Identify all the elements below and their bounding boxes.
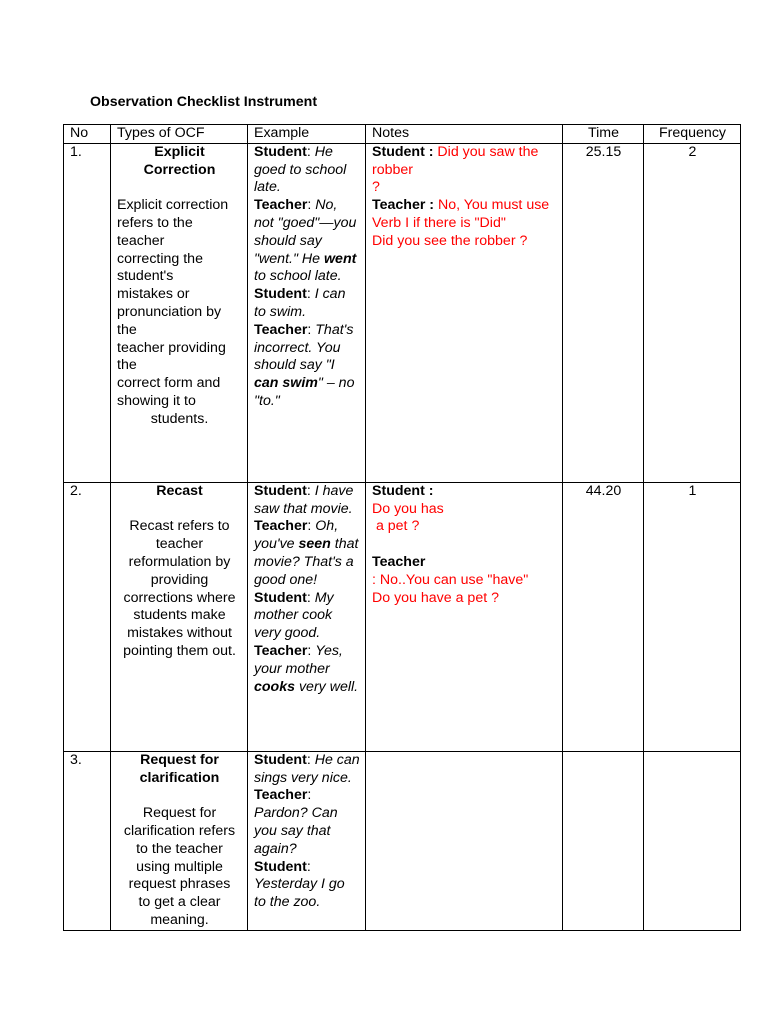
example-cell: Student: He can sings very nice. Teacher: Pardon? Can you say that again? Student: Yesterday I go to the zoo. bbox=[248, 751, 366, 930]
example-emphasis: cooks bbox=[254, 678, 296, 695]
definition-line: student's bbox=[117, 268, 174, 285]
speaker-label: Student bbox=[254, 589, 307, 606]
definition-line: to the teacher bbox=[136, 840, 223, 857]
ocf-type-cell bbox=[111, 482, 248, 751]
header-types: Types of OCF bbox=[111, 125, 248, 144]
example-utterance: Pardon? Can you say that again? bbox=[254, 805, 338, 857]
time-cell: 25.15 bbox=[563, 143, 644, 482]
example-utterance: That's incorrect. You should say "I bbox=[254, 321, 354, 374]
definition-line: Recast refers to bbox=[129, 518, 230, 535]
definition-line: mistakes or bbox=[117, 286, 190, 303]
definition-line: correcting the bbox=[117, 250, 203, 267]
definition-line: the bbox=[117, 321, 137, 338]
definition-line: teacher bbox=[155, 536, 204, 553]
speaker-label: Teacher bbox=[254, 518, 308, 535]
notes-text: Do you has bbox=[372, 500, 444, 517]
definition-line: using multiple bbox=[136, 858, 223, 875]
notes-text: : No..You can use "have" bbox=[372, 571, 529, 588]
notes-text: a pet ? bbox=[372, 518, 420, 535]
example-utterance: He can sings very nice. bbox=[254, 751, 360, 786]
definition-line: refers to the bbox=[117, 214, 193, 231]
speaker-label: Student bbox=[254, 482, 307, 499]
ocf-definition bbox=[117, 518, 242, 660]
speaker-label: Teacher bbox=[254, 197, 308, 214]
speaker-label: Student bbox=[254, 143, 307, 160]
header-frequency: Frequency bbox=[644, 125, 741, 144]
row-number: 1. bbox=[64, 143, 111, 482]
example-utterance: that movie? That's a good one! bbox=[254, 536, 359, 588]
example-utterance: Yesterday I go to the zoo. bbox=[254, 876, 345, 911]
frequency-cell: 1 bbox=[644, 482, 741, 751]
header-no: No bbox=[64, 125, 111, 144]
definition-line: Request for bbox=[142, 805, 217, 822]
notes-cell bbox=[366, 143, 563, 482]
notes-text: ? bbox=[372, 179, 380, 196]
table-row bbox=[64, 143, 741, 482]
definition-line: meaning. bbox=[150, 911, 209, 928]
definition-line: corrections where bbox=[123, 589, 236, 606]
example-utterance: I can to swim. bbox=[254, 286, 346, 320]
example-utterance: No, not "goed"—you should say "went." He bbox=[254, 197, 357, 267]
table-row bbox=[64, 751, 741, 930]
ocf-type-name: Explicit bbox=[154, 143, 205, 160]
definition-line: teacher providing bbox=[117, 339, 226, 356]
ocf-type-name: Recast bbox=[156, 482, 203, 499]
definition-line: pointing them out. bbox=[123, 642, 236, 659]
example-cell: Student: He goed to school late. Teacher: No, not "goed"—you should say "went." He went to school late. Student: I can to swim. Teacher: That's incorrect. You should say "I can swim" – no "to." bbox=[248, 143, 366, 482]
definition-line: students make bbox=[133, 607, 226, 624]
table-header-row bbox=[64, 125, 741, 144]
notes-speaker-label: Teacher : bbox=[372, 197, 435, 214]
notes-text: Do you have a pet ? bbox=[372, 589, 499, 606]
definition-line: reformulation by bbox=[128, 553, 231, 570]
definition-line: the bbox=[117, 357, 137, 374]
definition-line: correct form and bbox=[117, 375, 221, 392]
ocf-type-cell bbox=[111, 143, 248, 482]
speaker-label: Student bbox=[254, 858, 307, 875]
ocf-type-cell bbox=[111, 751, 248, 930]
notes-text: Did you see the robber ? bbox=[372, 232, 528, 249]
definition-line: request phrases bbox=[128, 876, 231, 893]
example-utterance: My mother cook very good. bbox=[254, 589, 334, 642]
example-utterance: very well. bbox=[295, 678, 359, 695]
notes-speaker-label: Student : bbox=[372, 143, 434, 160]
notes-text: No, You must use Verb I if there is "Did" bbox=[372, 197, 550, 231]
ocf-type-name: clarification bbox=[139, 769, 220, 786]
example-utterance: He goed to school late. bbox=[254, 143, 347, 196]
example-emphasis: can swim bbox=[254, 375, 318, 392]
frequency-cell bbox=[644, 751, 741, 930]
definition-line: students. bbox=[150, 410, 209, 427]
notes-cell bbox=[366, 482, 563, 751]
speaker-label: Teacher bbox=[254, 787, 308, 804]
speaker-label: Teacher bbox=[254, 642, 308, 659]
ocf-definition bbox=[117, 197, 242, 428]
definition-line: showing it to bbox=[117, 392, 196, 409]
observation-checklist-table bbox=[63, 124, 741, 931]
definition-line: mistakes without bbox=[127, 625, 232, 642]
header-time: Time bbox=[563, 125, 644, 144]
example-utterance: Oh, you've bbox=[254, 518, 339, 553]
row-number: 3. bbox=[64, 751, 111, 930]
definition-line: clarification refers bbox=[123, 822, 236, 839]
example-utterance: to school late. bbox=[254, 268, 342, 285]
example-utterance: Yes, your mother bbox=[254, 642, 343, 677]
example-utterance: I have saw that movie. bbox=[254, 482, 354, 517]
ocf-type-name: Correction bbox=[143, 161, 216, 178]
frequency-cell: 2 bbox=[644, 143, 741, 482]
document-title: Observation Checklist Instrument bbox=[90, 94, 318, 110]
ocf-definition bbox=[117, 805, 242, 930]
example-emphasis: seen bbox=[298, 536, 331, 553]
time-cell: 44.20 bbox=[563, 482, 644, 751]
definition-line: providing bbox=[150, 571, 209, 588]
notes-speaker-label: Teacher bbox=[372, 553, 426, 570]
ocf-type-name: Request for bbox=[140, 751, 219, 768]
row-number: 2. bbox=[64, 482, 111, 751]
speaker-label: Student bbox=[254, 751, 307, 768]
header-notes: Notes bbox=[366, 125, 563, 144]
speaker-label: Student bbox=[254, 286, 307, 303]
definition-line: Explicit correction bbox=[117, 197, 229, 214]
example-cell: Student: I have saw that movie. Teacher: Oh, you've seen that movie? That's a good one! Student: My mother cook very good. Teacher: Yes, your mother cooks very well. bbox=[248, 482, 366, 751]
example-utterance: " – no "to." bbox=[254, 375, 355, 409]
table-row bbox=[64, 482, 741, 751]
time-cell bbox=[563, 751, 644, 930]
notes-cell bbox=[366, 751, 563, 930]
definition-line: pronunciation by bbox=[117, 303, 222, 320]
notes-speaker-label: Student : bbox=[372, 482, 434, 499]
example-emphasis: went bbox=[324, 250, 357, 267]
definition-line: teacher bbox=[117, 232, 165, 249]
header-example: Example bbox=[248, 125, 366, 144]
definition-line: to get a clear bbox=[138, 894, 221, 911]
notes-text: Did you saw the robber bbox=[372, 143, 539, 178]
speaker-label: Teacher bbox=[254, 321, 308, 338]
